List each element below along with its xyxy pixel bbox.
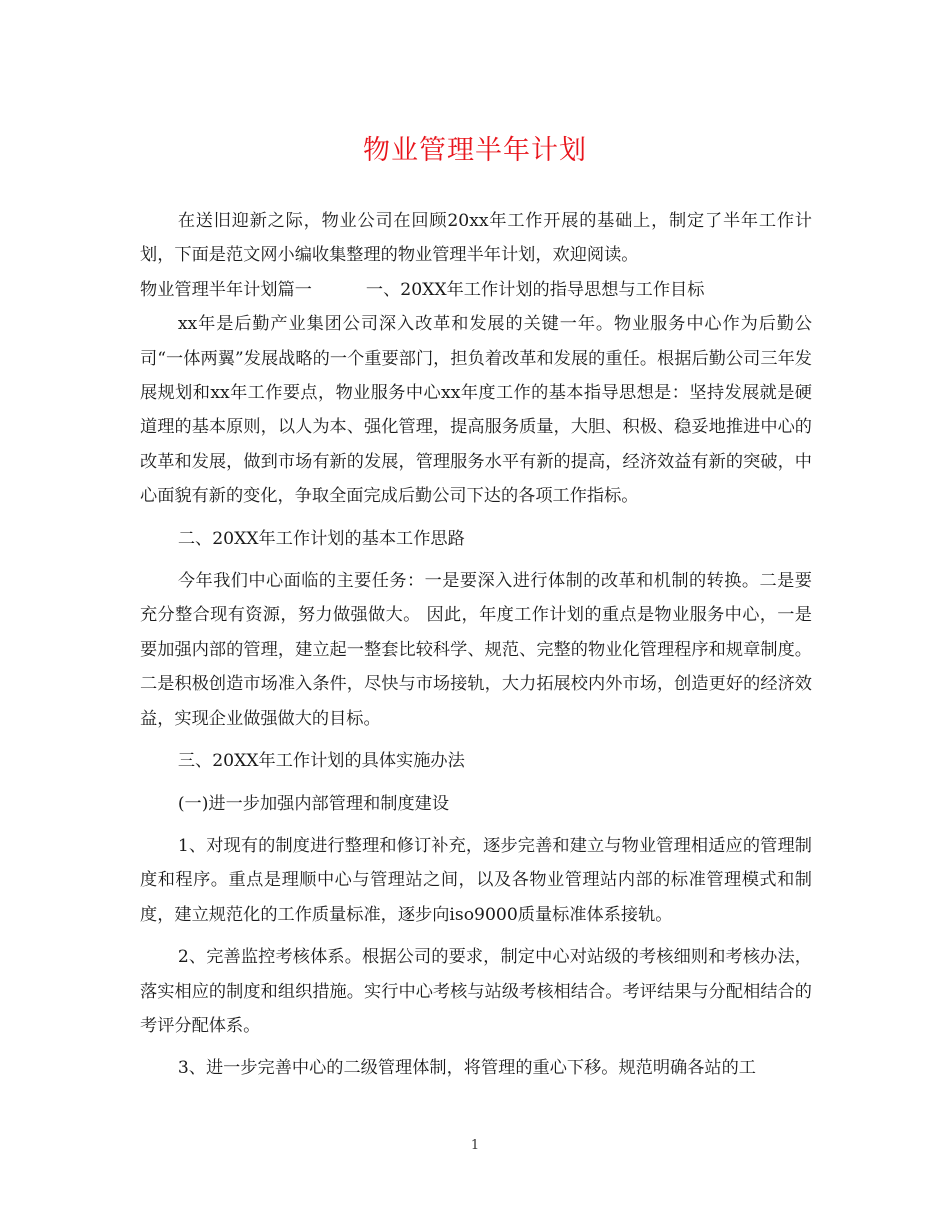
intro-paragraph: 在送旧迎新之际，物业公司在回顾20xx年工作开展的基础上，制定了半年工作计划，下面是范文网小编收集整理的物业管理半年计划，欢迎阅读。 [140, 211, 812, 266]
sub-heading-internal-management: (一)进一步加强内部管理和制度建设 [177, 793, 450, 814]
paragraph-guiding-ideology: xx年是后勤产业集团公司深入改革和发展的关键一年。物业服务中心作为后勤公司“一体两翼”发展战略的一个重要部门，担负着改革和发展的重任。根据后勤公司三年发展规划和xx年工作要点，物业服务中心xx年度工作的基本指导思想是：坚持发展就是硬道理的基本原则，以人为本、强化管理，提高服务质量，大胆、积极、稳妥地推进中心的改革和发展，做到市场有新的发展，管理服务水平有新的提高，经济效益有新的突破，中心面貌有新的变化，争取全面完成后勤公司下达的各项工作指标。 [140, 314, 812, 507]
section-label: 物业管理半年计划篇一 [140, 279, 312, 300]
document-body [140, 204, 812, 1086]
heading-guiding-ideology: 一、20XX年工作计划的指导思想与工作目标 [365, 279, 705, 300]
list-item-1: 1、对现有的制度进行整理和修订补充，逐步完善和建立与物业管理相适应的管理制度和程序。重点是理顺中心与管理站之间，以及各物业管理站内部的标准管理模式和制度，建立规范化的工作质量标准，逐步向iso9000质量标准体系接轨。 [140, 835, 812, 925]
list-item-3: 3、进一步完善中心的二级管理体制，将管理的重心下移。规范明确各站的工 [177, 1058, 756, 1079]
document-title: 物业管理半年计划 [363, 135, 587, 166]
section-heading-line [140, 273, 812, 307]
paragraph-work-approach: 今年我们中心面临的主要任务：一是要深入进行体制的改革和机制的转换。二是要充分整合现有资源，努力做强做大。 因此，年度工作计划的重点是物业服务中心，一是要加强内部的管理，建立起一整套比较科学、规范、完整的物业化管理程序和规章制度。二是积极创造市场准入条件，尽快与市场接轨，大力拓展校内外市场，创造更好的经济效益，实现企业做强做大的目标。 [140, 571, 812, 729]
heading-implementation: 三、20XX年工作计划的具体实施办法 [177, 751, 465, 772]
page-number: 1 [470, 1138, 480, 1153]
heading-work-approach: 二、20XX年工作计划的基本工作思路 [177, 528, 465, 549]
list-item-2: 2、完善监控考核体系。根据公司的要求，制定中心对站级的考核细则和考核办法，落实相应的制度和组织措施。实行中心考核与站级考核相结合。考评结果与分配相结合的考评分配体系。 [140, 947, 812, 1036]
